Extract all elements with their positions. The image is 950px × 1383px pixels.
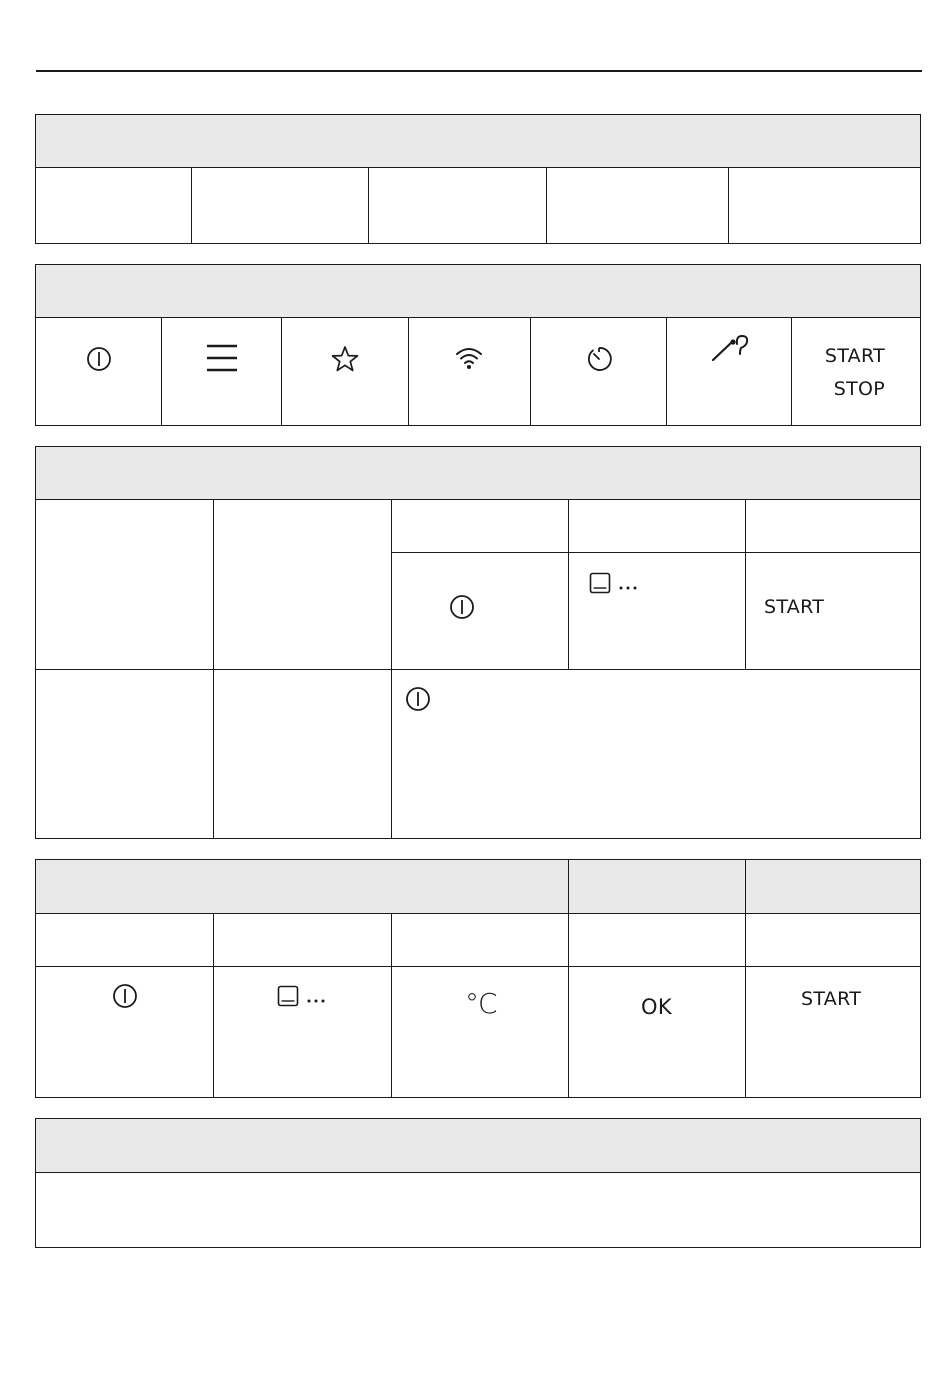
oven-function-icon [589,572,611,594]
table-3-cell [36,669,213,838]
power-icon [112,983,138,1009]
food-probe-icon [710,334,750,364]
table-1-cell [36,167,191,243]
menu-icon [206,344,238,372]
wifi-button-cell [408,317,530,425]
favourites-button-cell [281,317,408,425]
step-ok-cell [568,966,745,1097]
oven-function-icon [277,985,299,1007]
power-off-note-cell [391,669,920,838]
menu-button-cell [161,317,281,425]
table-3-cell [213,499,391,669]
timer-button-cell [530,317,666,425]
table-3-cell [568,499,745,552]
step-start-cell [745,552,920,669]
table-1-cell [191,167,368,243]
table-4-cell [36,913,213,966]
table-3-header [36,447,920,499]
star-icon [331,345,359,373]
start-label: START [801,988,862,1010]
table-5-cell [36,1172,920,1247]
power-icon [449,594,475,620]
table-4-cell [213,913,391,966]
start-label: START [764,596,825,618]
wifi-icon [455,346,483,370]
temperature-unit-label: °C [465,987,497,1020]
step-power-cell [391,552,568,669]
table-3-cell [36,499,213,669]
power-icon [405,686,431,712]
table-3-cell [745,499,920,552]
table-4-header [745,860,920,913]
table-4-header [568,860,745,913]
power-icon [86,346,112,372]
table-1-cell [546,167,728,243]
step-function-cell [568,552,745,669]
step-function-cell [213,966,391,1097]
table-1-cell [728,167,920,243]
table-5 [35,1118,921,1248]
table-1-header [36,115,920,167]
power-button-cell [36,317,161,425]
table-3-procedure [35,446,921,839]
table-3-cell [213,669,391,838]
table-5-header [36,1119,920,1172]
ok-label: OK [641,995,672,1019]
step-temperature-cell [391,966,568,1097]
table-4-cell [391,913,568,966]
table-4-cell [745,913,920,966]
table-3-cell [391,499,568,552]
ellipsis-icon [306,998,326,1004]
table-4-header [36,860,568,913]
table-2-control-panel [35,264,921,426]
start-stop-label [818,340,885,406]
top-rule [36,70,922,72]
table-2-header [36,265,920,317]
step-power-cell [36,966,213,1097]
start-stop-button-cell [791,317,920,425]
food-probe-button-cell [666,317,791,425]
ellipsis-icon [618,585,638,591]
table-4-cooking-steps [35,859,921,1098]
timer-icon [584,344,614,374]
table-1 [35,114,921,244]
table-1-cell [368,167,546,243]
stop-label: STOP [833,378,885,400]
start-label: START [824,345,885,367]
table-4-cell [568,913,745,966]
step-start-cell [745,966,920,1097]
